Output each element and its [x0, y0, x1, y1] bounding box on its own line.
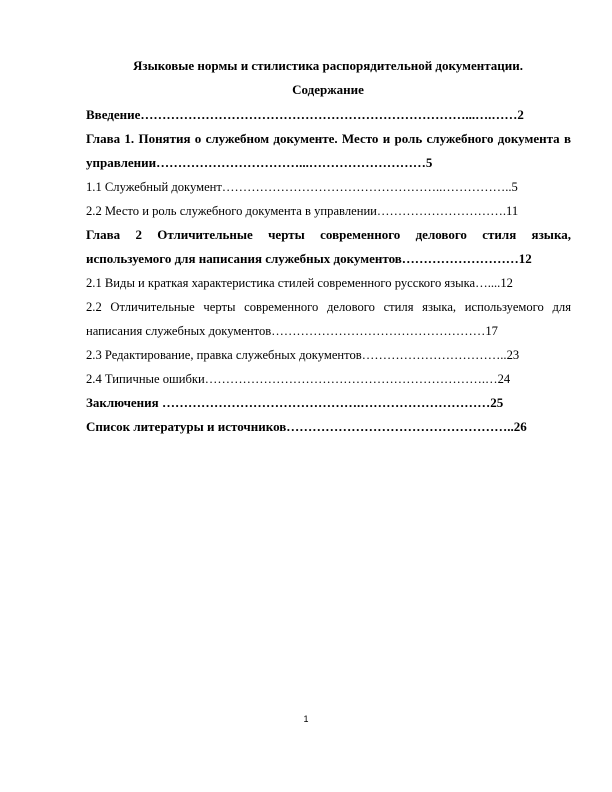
contents-heading: Содержание	[292, 82, 364, 97]
toc-entry-1-1[interactable]: 1.1 Служебный документ……………………………………………..……………..5	[86, 180, 518, 194]
toc-entry-2-2-place-role[interactable]: 2.2 Место и роль служебного документа в управлении………………………….11	[86, 204, 519, 218]
page-number: 1	[303, 714, 309, 724]
toc-entry-2-2-business-style[interactable]: 2.2 Отличительные черты современного делового стиля языка, используемого для написания служебных документов……………………………………………17	[86, 300, 571, 338]
document-title: Языковые нормы и стилистика распорядительной документации.	[132, 58, 524, 73]
toc-entry-2-1[interactable]: 2.1 Виды и краткая характеристика стилей современного русского языка…....12	[86, 276, 513, 290]
toc-entry-references[interactable]: Список литературы и источников……………………………………………..26	[86, 419, 527, 434]
toc-entry-2-4[interactable]: 2.4 Типичные ошибки………………………………………………………….…24	[86, 372, 511, 386]
toc-entry-chapter-1[interactable]: Глава 1. Понятия о служебном документе. Место и роль служебного документа в управлении……………………………...………………………5	[86, 131, 571, 170]
table-of-contents	[86, 103, 571, 439]
toc-entry-chapter-2[interactable]: Глава 2 Отличительные черты современного делового стиля языка, используемого для написания служебных документов………………………12	[86, 227, 571, 266]
toc-entry-introduction[interactable]: Введение…………………………………………………………………...….……2	[86, 107, 524, 122]
toc-entry-2-3[interactable]: 2.3 Редактирование, правка служебных документов……………………………..23	[86, 348, 520, 362]
toc-entry-conclusions[interactable]: Заключения ……………………………………….…………………………25	[86, 395, 504, 410]
